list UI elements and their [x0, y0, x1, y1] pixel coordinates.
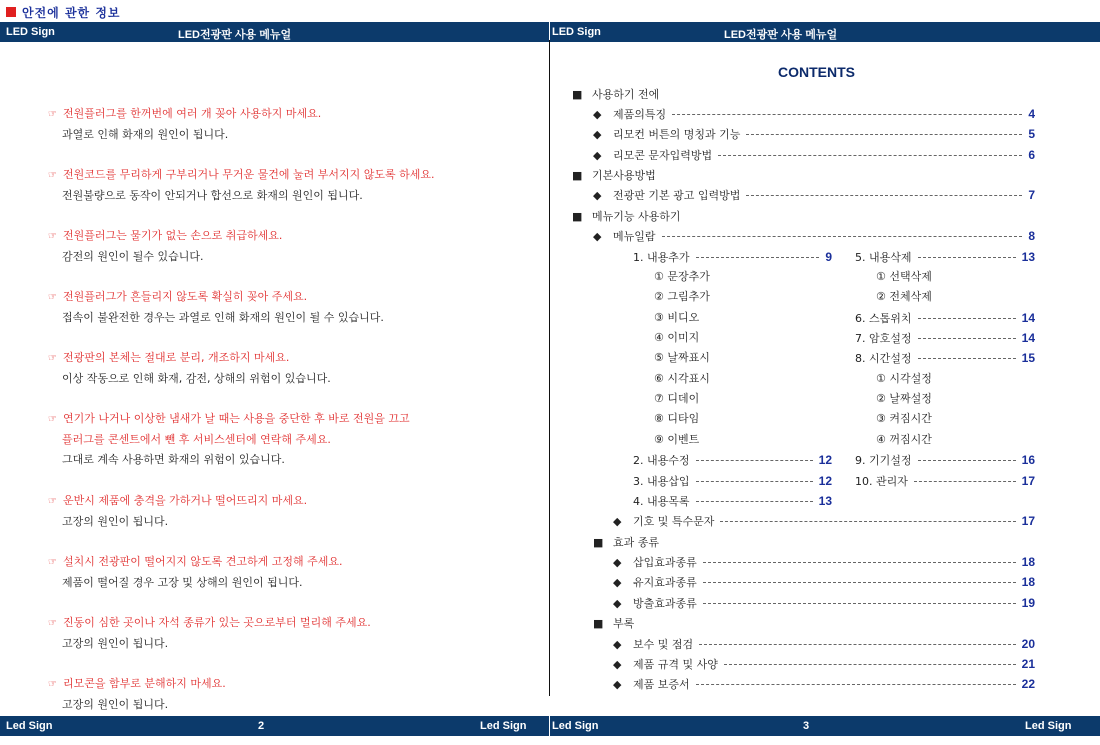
toc-item	[613, 511, 1035, 531]
safety-warning-text: 전광판의 본체는 절대로 분리, 개조하지 마세요.	[62, 351, 290, 364]
toc-page-number: 6	[1028, 148, 1035, 162]
toc-page-number: 4	[1028, 107, 1035, 121]
safety-description: 그대로 계속 사용하면 화재의 위험이 있습니다.	[62, 453, 285, 466]
toc-label: 전광판 기본 광고 입력방법	[613, 189, 741, 202]
square-bullet-icon: ■	[572, 209, 583, 223]
safety-item	[48, 674, 226, 715]
toc-item	[593, 104, 1035, 124]
safety-warning	[48, 104, 321, 125]
safety-warning-text: 운반시 제품에 충격을 가하거나 떨어뜨리지 마세요.	[62, 494, 308, 507]
toc-section	[572, 84, 1035, 104]
toc-page-number: 17	[1021, 514, 1035, 528]
toc-page-number: 19	[1021, 596, 1035, 610]
header-brand-left: LED Sign	[6, 26, 55, 38]
footer-bar-right	[550, 716, 1100, 736]
safety-item	[48, 491, 307, 532]
toc-page-number: 15	[1021, 351, 1035, 365]
header-bar-right	[550, 22, 1100, 42]
safety-description: 제품이 떨어질 경우 고장 및 상해의 원인이 됩니다.	[62, 576, 303, 589]
toc-label: 삽입효과종류	[633, 556, 697, 569]
toc-label: 4. 내용목록	[633, 495, 690, 508]
section-title	[6, 4, 121, 20]
hand-pointer-icon: ☞	[48, 231, 57, 242]
diamond-bullet-icon: ◆	[593, 127, 602, 141]
diamond-bullet-icon: ◆	[593, 229, 602, 243]
toc-leader	[746, 134, 1022, 135]
toc-page-number: 22	[1021, 677, 1035, 691]
toc-page-number: 5	[1028, 127, 1035, 141]
toc-page-number: 7	[1028, 188, 1035, 202]
toc-leader	[696, 460, 813, 461]
header-title-left: LED전광판 사용 메뉴얼	[178, 29, 292, 41]
toc-leader	[918, 318, 1016, 319]
toc-label: 2. 내용수정	[633, 454, 690, 467]
toc-subitem: ① 시각설정	[876, 372, 932, 385]
toc-item	[593, 226, 1035, 246]
safety-item	[48, 165, 434, 206]
diamond-bullet-icon: ◆	[613, 657, 622, 671]
toc-item	[613, 593, 1035, 613]
safety-warning	[48, 491, 307, 512]
footer-page-right: 3	[803, 720, 810, 732]
footer-brand-right: Led Sign	[552, 720, 599, 732]
toc-label: 제품 규격 및 사양	[633, 658, 718, 671]
header-bar-left	[0, 22, 549, 42]
safety-item	[48, 104, 321, 145]
hand-pointer-icon: ☞	[48, 170, 57, 181]
safety-item	[48, 552, 342, 593]
safety-item	[48, 409, 410, 470]
toc-subitem: ① 선택삭제	[876, 270, 932, 283]
safety-description: 고장의 원인이 됩니다.	[62, 637, 169, 650]
safety-description: 고장의 원인이 됩니다.	[62, 515, 169, 528]
toc-subitem: ⑤ 날짜표시	[654, 351, 710, 364]
toc-menu-item	[855, 247, 1035, 267]
toc-leader	[720, 521, 1015, 522]
toc-leader	[914, 481, 1016, 482]
square-bullet-icon: ■	[572, 168, 583, 182]
toc-label: 방출효과종류	[633, 597, 697, 610]
toc-menu-item	[855, 308, 1035, 328]
toc-menu-item	[633, 491, 832, 511]
safety-warning-text: 설치시 전광판이 떨어지지 않도록 견고하게 고정해 주세요.	[62, 555, 343, 568]
safety-item	[48, 226, 282, 267]
toc-subitem: ② 날짜설정	[876, 392, 932, 405]
toc-section	[572, 206, 1035, 226]
toc-page-number: 17	[1021, 474, 1035, 488]
toc-section	[593, 613, 1035, 633]
toc-menu-item	[633, 450, 832, 470]
toc-page-number: 13	[1021, 250, 1035, 264]
safety-item	[48, 613, 371, 654]
toc-page-number: 13	[818, 494, 832, 508]
toc-label: 사용하기 전에	[592, 88, 660, 101]
toc-leader	[699, 644, 1016, 645]
toc-page-number: 16	[1021, 453, 1035, 467]
contents-title: CONTENTS	[778, 64, 855, 80]
toc-menu-item	[855, 348, 1035, 368]
safety-description: 전원불량으로 동작이 안되거나 합선으로 화재의 원인이 됩니다.	[62, 189, 363, 202]
toc-subitem: ② 그림추가	[654, 290, 710, 303]
toc-leader	[718, 155, 1022, 156]
footer-brand-left-2: Led Sign	[480, 720, 527, 732]
toc-leader	[672, 114, 1022, 115]
toc-menu-item	[855, 471, 1035, 491]
toc-page-number: 18	[1021, 575, 1035, 589]
toc-label: 리모콘 문자입력방법	[613, 149, 713, 162]
safety-warning	[48, 552, 342, 573]
toc-page-number: 12	[818, 474, 832, 488]
hand-pointer-icon: ☞	[48, 353, 57, 364]
safety-warning-text: 연기가 나거나 이상한 냄새가 날 때는 사용을 중단한 후 바로 전원을 끄고	[62, 412, 410, 425]
toc-item	[613, 552, 1035, 572]
toc-label: 유지효과종류	[633, 576, 697, 589]
toc-leader	[724, 664, 1016, 665]
toc-menu-item	[855, 450, 1035, 470]
toc-item	[593, 145, 1035, 165]
toc-item	[613, 572, 1035, 592]
safety-warning-text: 전원코드를 무리하게 구부리거나 무거운 물건에 눌려 부서지지 않도록 하세요.	[62, 168, 435, 181]
toc-label: 기본사용방법	[592, 169, 656, 182]
red-square-icon	[6, 7, 16, 17]
square-bullet-icon: ■	[593, 616, 604, 630]
toc-page-number: 20	[1021, 637, 1035, 651]
safety-warning-text: 전원플러그는 물기가 없는 손으로 취급하세요.	[62, 229, 283, 242]
toc-label: 5. 내용삭제	[855, 251, 912, 264]
toc-page-number: 21	[1021, 657, 1035, 671]
safety-description: 과열로 인해 화재의 원인이 됩니다.	[62, 128, 229, 141]
toc-label: 3. 내용삽입	[633, 475, 690, 488]
safety-warning	[48, 226, 282, 247]
toc-label: 7. 암호설정	[855, 332, 912, 345]
toc-page-number: 14	[1021, 331, 1035, 345]
safety-warning-text: 전원플러그를 한꺼번에 여러 개 꽂아 사용하지 마세요.	[62, 107, 322, 120]
footer-bar-left	[0, 716, 549, 736]
toc-leader	[703, 582, 1016, 583]
toc-leader	[696, 481, 813, 482]
safety-warning	[48, 674, 226, 695]
toc-label: 보수 및 점검	[633, 638, 694, 651]
hand-pointer-icon: ☞	[48, 618, 57, 629]
toc-subitem: ⑥ 시각표시	[654, 372, 710, 385]
toc-item	[613, 674, 1035, 694]
toc-leader	[746, 195, 1022, 196]
safety-description: 감전의 원인이 될수 있습니다.	[62, 250, 204, 263]
toc-section	[593, 532, 1035, 552]
diamond-bullet-icon: ◆	[593, 148, 602, 162]
diamond-bullet-icon: ◆	[613, 596, 622, 610]
diamond-bullet-icon: ◆	[613, 514, 622, 528]
square-bullet-icon: ■	[593, 535, 604, 549]
page-divider	[549, 40, 550, 696]
toc-menu-item	[633, 471, 832, 491]
diamond-bullet-icon: ◆	[593, 188, 602, 202]
toc-subitem: ② 전체삭제	[876, 290, 932, 303]
safety-item	[48, 348, 331, 389]
toc-leader	[696, 257, 820, 258]
hand-pointer-icon: ☞	[48, 496, 57, 507]
safety-warning-line2: 플러그를 콘센트에서 뺀 후 서비스센터에 연락해 주세요.	[62, 433, 331, 446]
hand-pointer-icon: ☞	[48, 109, 57, 120]
toc-leader	[662, 236, 1023, 237]
toc-label: 8. 시간설정	[855, 352, 912, 365]
safety-warning	[48, 348, 331, 369]
toc-menu-item	[633, 247, 832, 267]
footer-page-left: 2	[258, 720, 265, 732]
safety-warning	[48, 613, 371, 634]
toc-leader	[703, 603, 1016, 604]
safety-warning	[48, 287, 384, 308]
toc-page-number: 8	[1028, 229, 1035, 243]
toc-leader	[918, 358, 1016, 359]
toc-page-number: 14	[1021, 311, 1035, 325]
toc-label: 1. 내용추가	[633, 251, 690, 264]
toc-item	[613, 634, 1035, 654]
hand-pointer-icon: ☞	[48, 557, 57, 568]
toc-label: 제품 보증서	[633, 678, 690, 691]
toc-label: 10. 관리자	[855, 475, 908, 488]
toc-subitem: ③ 비디오	[654, 311, 700, 324]
toc-label: 효과 종류	[613, 536, 660, 549]
header-title-right: LED전광판 사용 메뉴얼	[724, 29, 838, 41]
toc-page-number: 12	[818, 453, 832, 467]
toc-leader	[696, 501, 813, 502]
diamond-bullet-icon: ◆	[593, 107, 602, 121]
toc-leader	[918, 257, 1016, 258]
toc-leader	[703, 562, 1016, 563]
toc-label: 메뉴일람	[613, 230, 656, 243]
safety-item	[48, 287, 384, 328]
footer-brand-right-2: Led Sign	[1025, 720, 1072, 732]
diamond-bullet-icon: ◆	[613, 637, 622, 651]
toc-label: 제품의특징	[613, 108, 667, 121]
toc-subitem: ⑧ 디타임	[654, 412, 700, 425]
diamond-bullet-icon: ◆	[613, 677, 622, 691]
hand-pointer-icon: ☞	[48, 414, 57, 425]
toc-label: 기호 및 특수문자	[633, 515, 715, 528]
toc-leader	[696, 684, 1016, 685]
safety-description: 고장의 원인이 됩니다.	[62, 698, 169, 711]
toc-subitem: ③ 켜짐시간	[876, 412, 932, 425]
safety-warning-text: 리모콘을 함부로 분해하지 마세요.	[62, 677, 226, 690]
safety-warning-text: 진동이 심한 곳이나 자석 종류가 있는 곳으로부터 멀리해 주세요.	[62, 616, 371, 629]
section-title-text: 안전에 관한 정보	[22, 5, 121, 20]
toc-page-number: 18	[1021, 555, 1035, 569]
toc-label: 리모컨 버튼의 명칭과 기능	[613, 128, 741, 141]
toc-item	[593, 185, 1035, 205]
toc-subitem: ⑨ 이벤트	[654, 433, 700, 446]
toc-label: 9. 기기설정	[855, 454, 912, 467]
safety-warning	[48, 165, 434, 186]
hand-pointer-icon: ☞	[48, 292, 57, 303]
toc-subitem: ① 문장추가	[654, 270, 710, 283]
safety-warning	[48, 409, 410, 430]
toc-item	[593, 124, 1035, 144]
toc-item	[613, 654, 1035, 674]
square-bullet-icon: ■	[572, 87, 583, 101]
toc-subitem: ④ 꺼짐시간	[876, 433, 932, 446]
toc-section	[572, 165, 1035, 185]
diamond-bullet-icon: ◆	[613, 575, 622, 589]
toc-leader	[918, 338, 1016, 339]
toc-menu-item	[855, 328, 1035, 348]
toc-subitem: ④ 이미지	[654, 331, 700, 344]
toc-page-number: 9	[825, 250, 832, 264]
safety-description: 접속이 불완전한 경우는 과열로 인해 화재의 원인이 될 수 있습니다.	[62, 311, 384, 324]
toc-label: 6. 스톱위치	[855, 312, 912, 325]
safety-warning-text: 전원플러그가 흔들리지 않도록 확실히 꽂아 주세요.	[62, 290, 308, 303]
toc-leader	[918, 460, 1016, 461]
footer-brand-left: Led Sign	[6, 720, 53, 732]
hand-pointer-icon: ☞	[48, 679, 57, 690]
toc-label: 메뉴기능 사용하기	[592, 210, 681, 223]
toc-subitem: ⑦ 디데이	[654, 392, 700, 405]
safety-description: 이상 작동으로 인해 화재, 감전, 상해의 위험이 있습니다.	[62, 372, 331, 385]
header-brand-right: LED Sign	[552, 26, 601, 38]
toc-label: 부록	[613, 617, 635, 630]
diamond-bullet-icon: ◆	[613, 555, 622, 569]
